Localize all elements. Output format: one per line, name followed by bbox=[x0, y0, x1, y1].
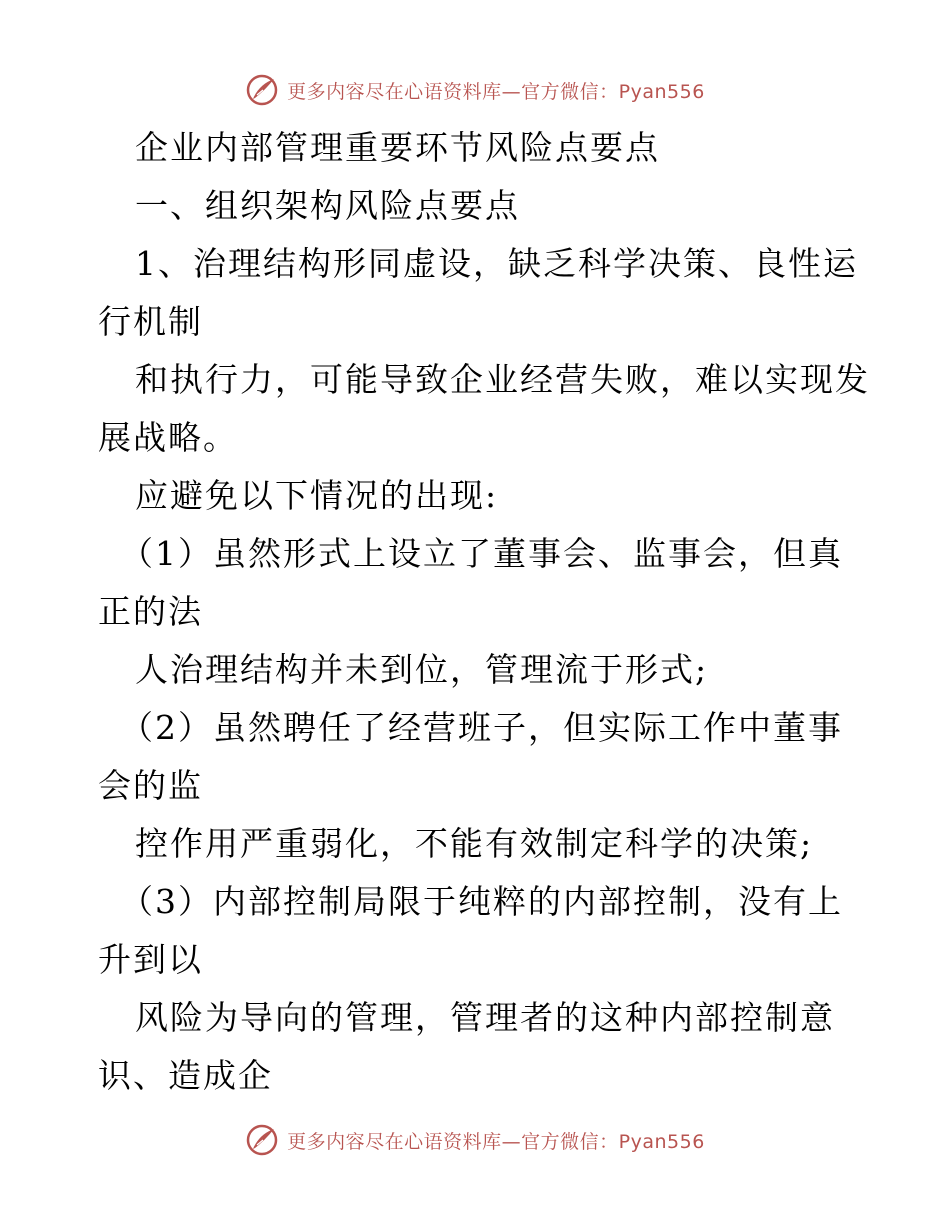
paragraph-line: 人治理结构并未到位，管理流于形式; bbox=[135, 650, 709, 689]
header-banner bbox=[0, 68, 950, 112]
list-item-line: （2）虽然聘任了经营班子，但实际工作中董事 bbox=[120, 708, 843, 747]
paragraph-line: 展战略。 bbox=[98, 418, 238, 457]
section-heading: 一、组织架构风险点要点 bbox=[135, 186, 520, 225]
paragraph-line: 行机制 bbox=[98, 302, 203, 341]
feather-quill-logo-icon bbox=[245, 73, 279, 107]
paragraph-line: 和执行力，可能导致企业经营失败，难以实现发 bbox=[135, 360, 870, 399]
list-item-line: （3）内部控制局限于纯粹的内部控制，没有上 bbox=[120, 882, 843, 921]
header-banner-text: 更多内容尽在心语资料库—官方微信：Pyan556 bbox=[287, 80, 705, 103]
document-title: 企业内部管理重要环节风险点要点 bbox=[135, 128, 660, 167]
paragraph-line: 识、造成企 bbox=[98, 1056, 273, 1095]
list-item-line: （1）虽然形式上设立了董事会、监事会，但真 bbox=[120, 534, 843, 573]
paragraph-line: 升到以 bbox=[98, 940, 203, 979]
paragraph-line: 会的监 bbox=[98, 766, 203, 805]
paragraph-line: 1、治理结构形同虚设，缺乏科学决策、良性运 bbox=[135, 244, 858, 283]
footer-banner-text: 更多内容尽在心语资料库—官方微信：Pyan556 bbox=[287, 1130, 705, 1153]
paragraph-line: 应避免以下情况的出现: bbox=[135, 476, 499, 515]
paragraph-line: 风险为导向的管理，管理者的这种内部控制意 bbox=[135, 998, 835, 1037]
feather-quill-logo-icon bbox=[245, 1123, 279, 1157]
paragraph-line: 控作用严重弱化，不能有效制定科学的决策; bbox=[135, 824, 814, 863]
footer-banner bbox=[0, 1118, 950, 1162]
paragraph-line: 正的法 bbox=[98, 592, 203, 631]
